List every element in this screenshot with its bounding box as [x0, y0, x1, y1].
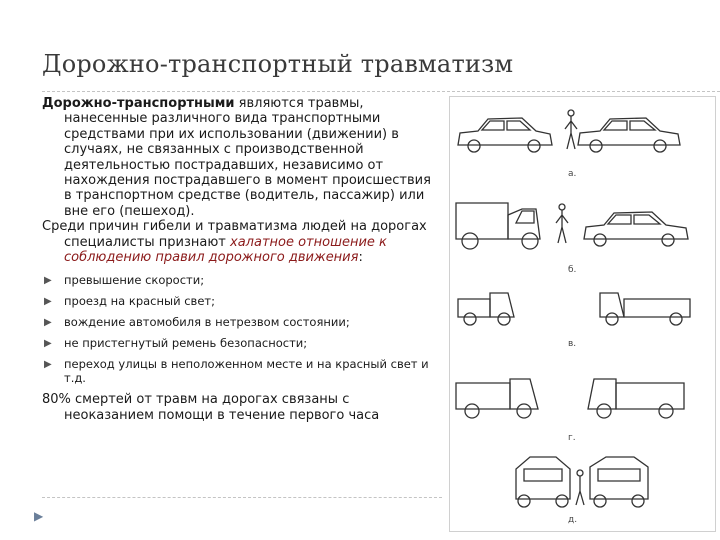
truck-icon — [456, 379, 538, 418]
figure-label: д. — [568, 515, 578, 525]
vehicle-drawings — [450, 97, 715, 531]
definition-term: Дорожно-транспортными — [42, 96, 235, 111]
pedestrian-icon — [565, 110, 577, 149]
car-icon — [584, 212, 688, 246]
figure-label: б. — [568, 265, 577, 275]
truck-icon — [456, 203, 540, 249]
bullet-arrow-icon: ▶ — [44, 317, 52, 329]
causes-intro: Среди причин гибели и травматизма людей на дорогах специалисты признают — [42, 219, 427, 250]
slide-title: Дорожно-транспортный травматизм — [42, 50, 514, 78]
bullet-arrow-icon: ▶ — [44, 359, 52, 371]
car-icon — [578, 118, 680, 152]
statistic-paragraph: 80% смертей от травм на дорогах связаны с неоказанием помощи в течение первого часа — [42, 392, 380, 423]
bullet-arrow-icon: ▶ — [44, 296, 52, 308]
pedestrian-icon — [556, 204, 568, 243]
truck-icon — [600, 293, 690, 325]
definition-paragraph — [42, 96, 442, 219]
causes-paragraph — [42, 219, 442, 265]
truck-front-icon — [590, 457, 648, 507]
list-item: ▶ превышение скорости; — [44, 273, 205, 288]
title-divider — [42, 91, 720, 92]
list-item: ▶ проезд на красный свет; — [44, 294, 215, 309]
figure-label: а. — [568, 169, 577, 179]
accident-illustrations — [449, 96, 716, 532]
bullet-arrow-icon: ▶ — [44, 275, 52, 287]
slide-nav-arrow-icon[interactable]: ▶ — [34, 509, 44, 523]
list-item: ▶ переход улицы в неположенном месте и на красный свет и т.д. — [44, 357, 429, 386]
figure-label: г. — [568, 433, 576, 443]
slide-body — [42, 96, 442, 423]
list-item: ▶ не пристегнутый ремень безопасности; — [44, 336, 308, 351]
causes-emphasis: халатное отношение к соблюдению правил дорожного движения — [64, 234, 387, 266]
definition-text: являются травмы, нанесенные различного вида транспортными средствами при их использовании (движении) в случаях, не связанных с производственной деятельностью пострадавших, независимо от нахождения пострадавшего в момент происшествия в транспортном средстве (водитель, пассажир) или вне его (пешеход). — [64, 96, 431, 219]
truck-icon — [458, 293, 514, 325]
car-icon — [458, 118, 552, 152]
truck-front-icon — [516, 457, 570, 507]
figure-label: в. — [568, 339, 577, 349]
bottom-divider — [42, 497, 442, 498]
causes-list — [42, 273, 442, 385]
list-item: ▶ вождение автомобиля в нетрезвом состоянии; — [44, 315, 350, 330]
causes-suffix: : — [358, 250, 363, 266]
truck-icon — [588, 379, 684, 418]
pedestrian-icon — [576, 470, 584, 505]
bullet-arrow-icon: ▶ — [44, 338, 52, 350]
